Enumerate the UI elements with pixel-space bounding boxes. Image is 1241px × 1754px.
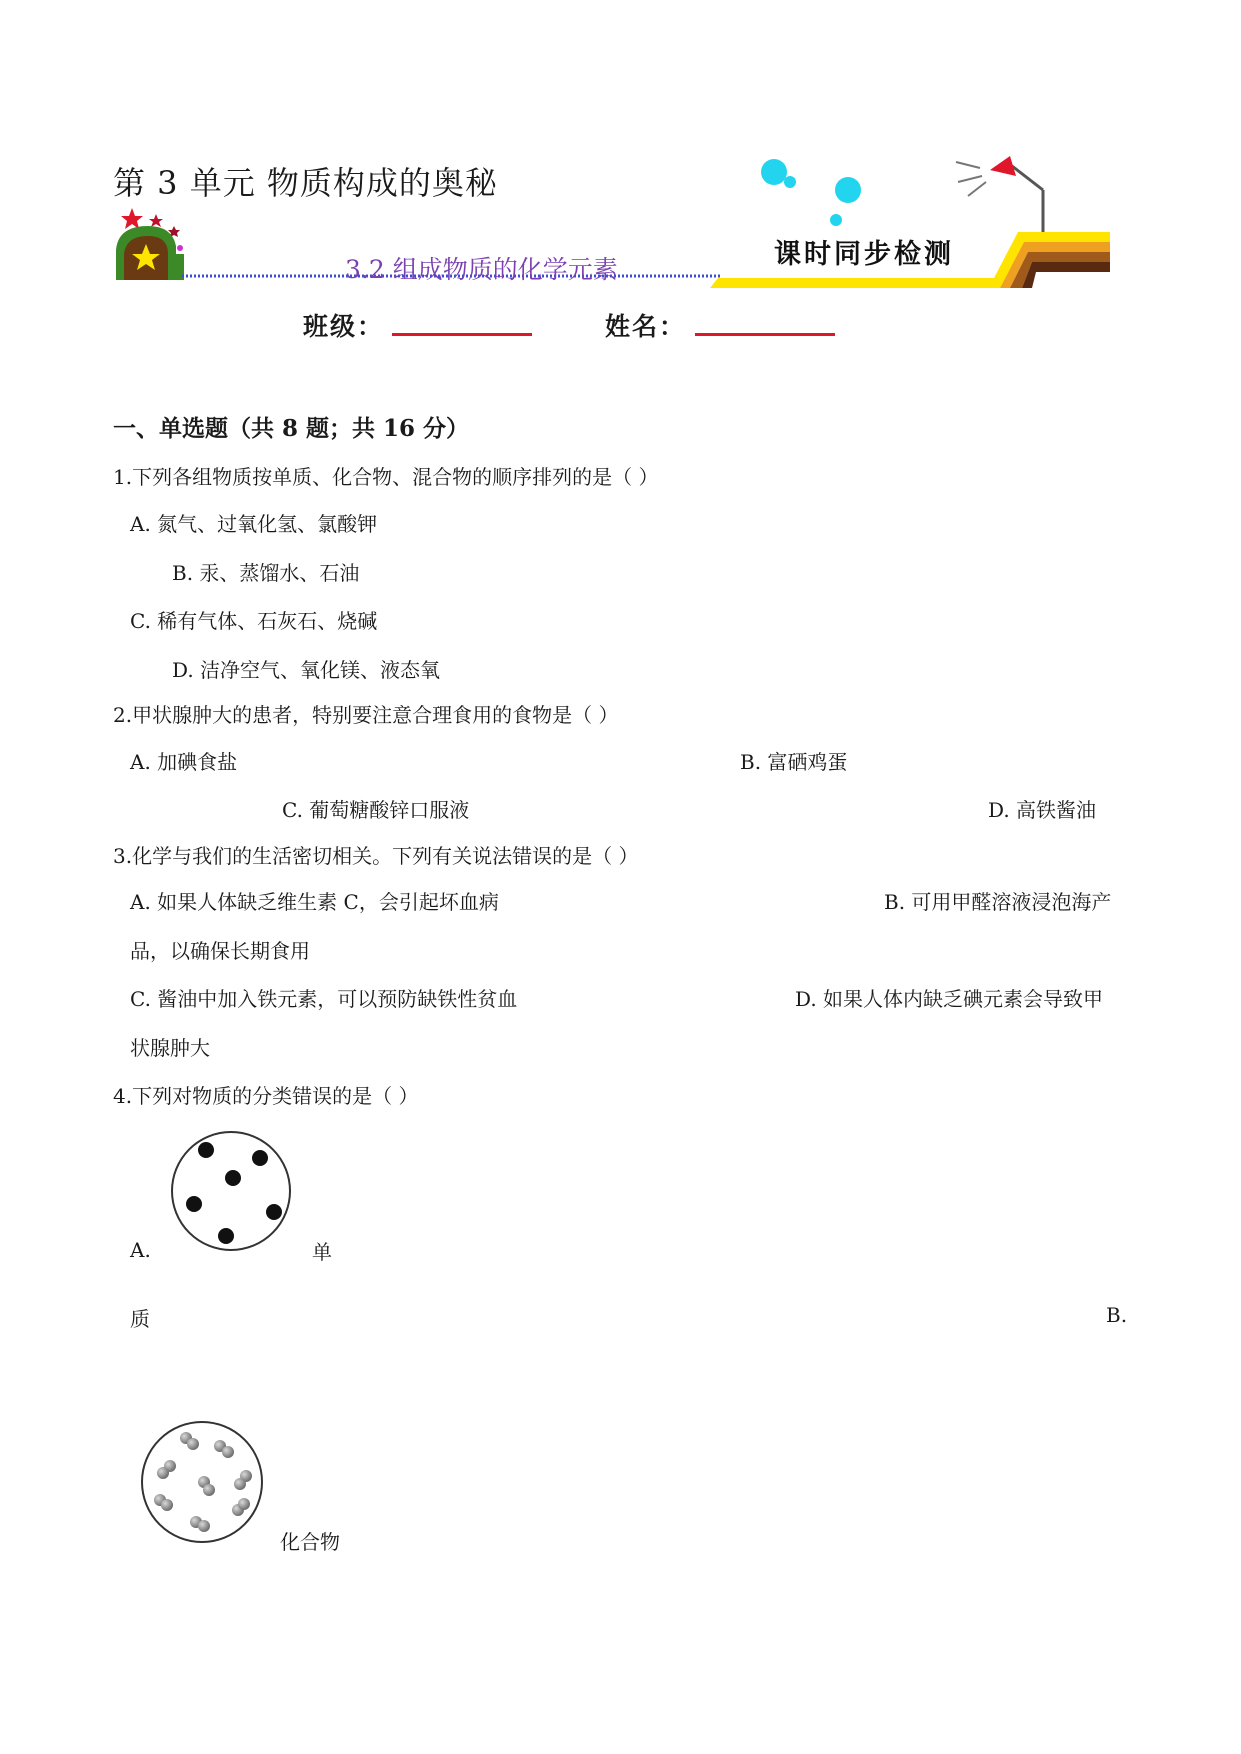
option-a-label-continued: 质 — [130, 1307, 150, 1331]
header-banner — [110, 150, 1130, 290]
question-stem: 2.甲状腺肿大的患者，特别要注意合理食用的食物是（ ） — [113, 703, 619, 727]
option-b[interactable]: B. 富硒鸡蛋 — [740, 750, 848, 774]
option-a[interactable]: A. 如果人体缺乏维生素 C，会引起坏血病 — [130, 890, 499, 914]
option-d[interactable]: D. 洁净空气、氧化镁、液态氧 — [172, 658, 441, 682]
question-stem: 4.下列对物质的分类错误的是（ ） — [113, 1084, 419, 1108]
dots-circle-icon — [168, 1128, 294, 1254]
option-b[interactable]: B. — [1106, 1303, 1128, 1327]
question-stem: 1.下列各组物质按单质、化合物、混合物的顺序排列的是（ ） — [113, 465, 659, 489]
option-a[interactable]: A. 氮气、过氧化氢、氯酸钾 — [130, 512, 378, 536]
unit-title: 第 3 单元 物质构成的奥秘 — [113, 164, 498, 202]
bubbles-icon — [761, 159, 861, 226]
option-b[interactable]: B. 汞、蒸馏水、石油 — [172, 561, 360, 585]
question-stem: 3.化学与我们的生活密切相关。下列有关说法错误的是（ ） — [113, 844, 639, 868]
lamp-icon — [956, 156, 1043, 240]
name-field[interactable] — [695, 333, 835, 336]
option-c[interactable]: C. 酱油中加入铁元素，可以预防缺铁性贫血 — [130, 987, 518, 1011]
class-field[interactable] — [392, 333, 532, 336]
option-d[interactable]: D. 如果人体内缺乏碘元素会导致甲 — [795, 987, 1104, 1011]
option-b[interactable]: B. 可用甲醛溶液浸泡海产 — [884, 890, 1112, 914]
option-a-label: 单 — [312, 1240, 332, 1264]
option-a[interactable]: A. 加碘食盐 — [130, 750, 238, 774]
option-a[interactable]: A. — [130, 1238, 151, 1262]
banner-tag: 课时同步检测 — [774, 239, 954, 270]
option-b-continued: 品，以确保长期食用 — [130, 939, 310, 963]
section-title: 一、单选题（共 8 题；共 16 分） — [113, 415, 470, 442]
option-d-continued: 状腺肿大 — [130, 1036, 210, 1060]
option-c[interactable]: C. 稀有气体、石灰石、烧碱 — [130, 609, 378, 633]
option-c[interactable]: C. 葡萄糖酸锌口服液 — [282, 798, 470, 822]
name-label: 姓名： — [605, 312, 687, 341]
option-d[interactable]: D. 高铁酱油 — [988, 798, 1097, 822]
class-label: 班级： — [303, 312, 385, 341]
option-b-label: 化合物 — [280, 1530, 340, 1554]
paired-molecules-circle-icon — [138, 1418, 266, 1546]
lesson-title: 3.2 组成物质的化学元素 — [345, 255, 618, 284]
